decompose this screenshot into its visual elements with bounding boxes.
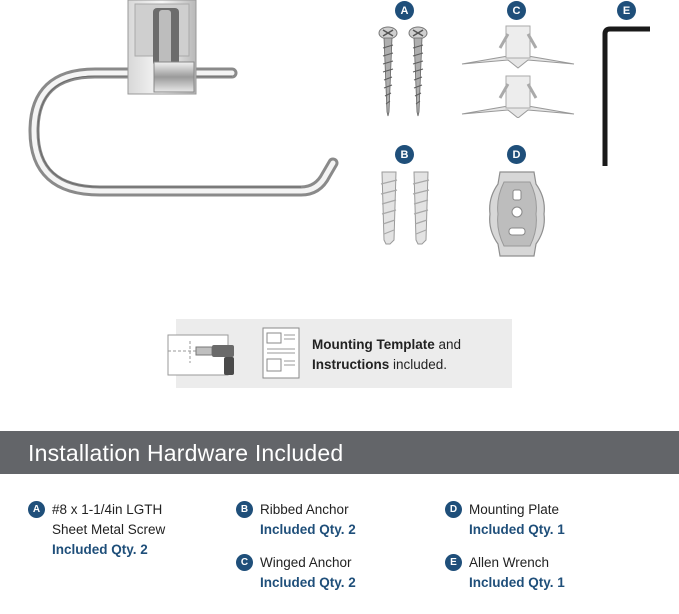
- legend-text-b: [260, 500, 356, 540]
- banner-title: Installation Hardware Included: [28, 440, 344, 466]
- legend-badge-b: B: [236, 501, 253, 518]
- legend-b-line1: Ribbed Anchor: [260, 502, 349, 517]
- badge-d: D: [507, 145, 526, 164]
- winged-anchor-icon: [458, 22, 578, 118]
- drill-template-icon: [162, 333, 244, 379]
- allen-wrench-icon: [598, 24, 658, 170]
- legend-text-a: [52, 500, 165, 560]
- template-note-text: [312, 335, 508, 375]
- legend-text-d: [469, 500, 565, 540]
- template-note-box: [176, 319, 512, 388]
- legend-badge-a: A: [28, 501, 45, 518]
- template-note-bold1: Mounting Template: [312, 337, 435, 352]
- legend-d-line1: Mounting Plate: [469, 502, 560, 517]
- template-note-bold2: Instructions: [312, 357, 390, 372]
- legend-badge-c: C: [236, 554, 253, 571]
- section-banner: [0, 431, 679, 474]
- badge-a: A: [395, 1, 414, 20]
- screw-icon: [370, 24, 440, 120]
- legend-badge-d: D: [445, 501, 462, 518]
- legend-e-qty: Included Qty. 1: [469, 575, 565, 590]
- towel-holder-image: [0, 0, 360, 220]
- ribbed-anchor-icon: [374, 170, 440, 246]
- template-note-text2: included.: [389, 357, 448, 372]
- legend-c-line1: Winged Anchor: [260, 555, 352, 570]
- instructions-icon: [262, 327, 300, 379]
- legend-a-qty: Included Qty. 2: [52, 542, 148, 557]
- mounting-plate-icon: [486, 168, 548, 260]
- badge-c: C: [507, 1, 526, 20]
- legend-a-line1: #8 x 1-1/4in LGTH: [52, 502, 163, 517]
- badge-b: B: [395, 145, 414, 164]
- legend-text-c: [260, 553, 356, 593]
- legend-text-e: [469, 553, 565, 593]
- badge-e: E: [617, 1, 636, 20]
- legend-d-qty: Included Qty. 1: [469, 522, 565, 537]
- legend-b-qty: Included Qty. 2: [260, 522, 356, 537]
- legend-e-line1: Allen Wrench: [469, 555, 550, 570]
- legend-a-line2: Sheet Metal Screw: [52, 522, 166, 537]
- legend-badge-e: E: [445, 554, 462, 571]
- template-note-text1: and: [434, 337, 462, 352]
- legend-c-qty: Included Qty. 2: [260, 575, 356, 590]
